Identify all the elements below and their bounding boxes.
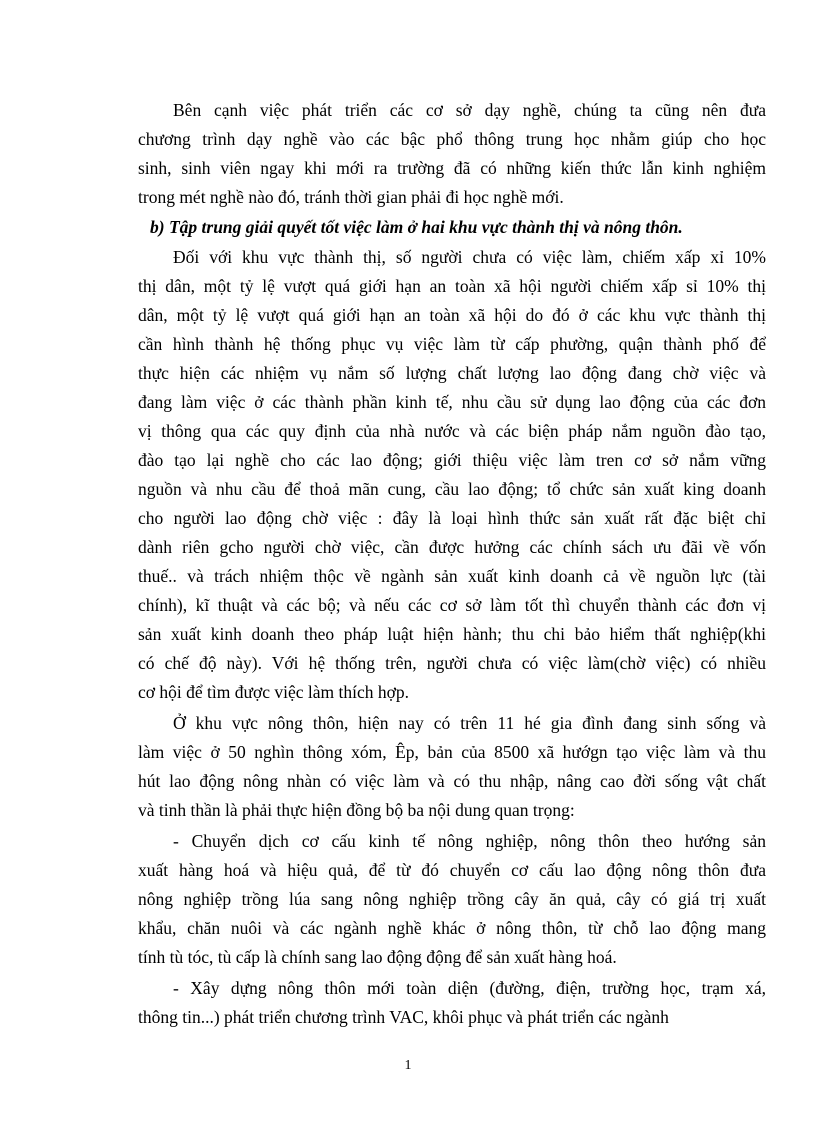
text-line: thuế.. và trách nhiệm thộc về ngành sản xuất kinh doanh cả về nguồn lực (tài <box>138 566 766 586</box>
text-line: làm việc ở 50 nghìn thông xóm, Êp, bản của 8500 xã hướgn tạo việc làm và thu <box>138 742 766 762</box>
text-line: có chế độ này). Với hệ thống trên, người chưa có việc làm(chờ việc) có nhiều <box>138 653 766 673</box>
text-line: sinh, sinh viên ngay khi mới ra trường đã có những kiến thức lẫn kinh nghiệm <box>138 158 766 178</box>
text-line: hút lao động nông nhàn có việc làm và có thu nhập, nâng cao đời sống vật chất <box>138 771 766 791</box>
text-line: tính tù tóc, tù cấp là chính sang lao động động để sản xuất hàng hoá. <box>138 947 617 967</box>
text-line: cơ hội để tìm được việc làm thích hợp. <box>138 682 410 702</box>
text-line: xuất hàng hoá và hiệu quả, để từ đó chuyển cơ cấu lao động nông thôn đưa <box>138 860 766 880</box>
text-line: - Chuyển dịch cơ cấu kinh tế nông nghiệp, nông thôn theo hướng sản <box>173 831 766 851</box>
text-line: thực hiện các nhiệm vụ nắm số lượng chất lượng lao động đang chờ việc và <box>138 363 766 383</box>
section-heading: b) Tập trung giải quyết tốt việc làm ở hai khu vực thành thị và nông thôn. <box>150 217 683 237</box>
text-line: nguồn và nhu cầu để thoả mãn cung, cầu lao động; tổ chức sản xuất king doanh <box>138 479 766 499</box>
text-line: chương trình dạy nghề vào các bậc phổ thông trung học nhằm giúp cho học <box>138 129 766 149</box>
text-line: cho người lao động chờ việc : đây là loại hình thức sản xuất rất đặc biệt chỉ <box>138 508 766 528</box>
text-line: khẩu, chăn nuôi và các ngành nghề khác ở nông thôn, từ chỗ lao động mang <box>138 918 766 938</box>
text-line: thông tin...) phát triển chương trình VAC, khôi phục và phát triển các ngành <box>138 1007 669 1027</box>
text-line: chính), kĩ thuật và các bộ; và nếu các cơ sở làm tốt thì chuyển thành các đơn vị <box>138 595 766 615</box>
text-line: thị dân, một tỷ lệ vượt quá giới hạn an toàn xã hội người chiếm xấp sỉ 10% thị <box>138 276 766 296</box>
text-line: Ở khu vực nông thôn, hiện nay có trên 11 hé gia đình đang sinh sống và <box>173 713 766 733</box>
text-line: đang làm việc ở các thành phần kinh tế, nhu cầu sử dụng lao động của các đơn <box>138 392 766 412</box>
text-line: Đối với khu vực thành thị, số người chưa có việc làm, chiếm xấp xỉ 10% <box>173 247 766 267</box>
text-line: dân, một tỷ lệ vượt quá giới hạn an toàn xã hội do đó ở các khu vực thành thị <box>138 305 766 325</box>
text-line: - Xây dựng nông thôn mới toàn diện (đường, điện, trường học, trạm xá, <box>173 978 766 998</box>
text-line: cần hình thành hệ thống phục vụ việc làm từ cấp phường, quận thành phố để <box>138 334 766 354</box>
text-line: và tinh thần là phải thực hiện đồng bộ ba nội dung quan trọng: <box>138 800 575 820</box>
text-line: sản xuất kinh doanh theo pháp luật hiện hành; thu chi bảo hiểm thất nghiệp(khi <box>138 624 766 644</box>
text-line: nông nghiệp trồng lúa sang nông nghiệp trồng cây ăn quả, cây có giá trị xuất <box>138 889 766 909</box>
page-number: 1 <box>404 1058 412 1073</box>
text-line: Bên cạnh việc phát triển các cơ sở dạy nghề, chúng ta cũng nên đưa <box>173 100 766 120</box>
text-line: dành riên gcho người chờ việc, cần được hưởng các chính sách ưu đãi về vốn <box>138 537 766 557</box>
text-line: trong mét nghề nào đó, tránh thời gian phải đi học nghề mới. <box>138 187 564 207</box>
text-line: vị thông qua các quy định của nhà nước và các biện pháp nắm nguồn đào tạo, <box>138 421 766 441</box>
text-line: đào tạo lại nghề cho các lao động; giới thiệu việc làm tren cơ sở nắm vững <box>138 450 766 470</box>
